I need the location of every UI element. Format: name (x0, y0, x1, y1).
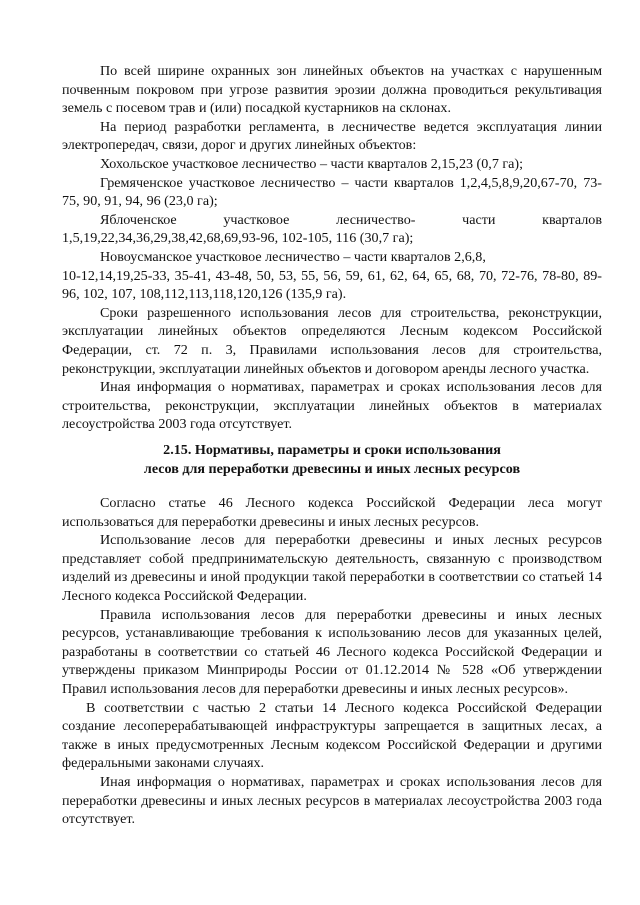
section-wood-processing (62, 494, 602, 829)
section-heading-2-15 (62, 441, 602, 478)
list-item-gremyachenskoe: Гремяченское участковое лесничество – части кварталов 1,2,4,5,8,9,20,67-70, 73-75, 90, 91, 94, 96 (23,0 га); (62, 174, 602, 210)
paragraph-other-info-processing: Иная информация о нормативах, параметрах и сроках использования лесов для переработки древесины и иных лесных ресурсов в материалах лесоустройства 2003 года отсутствует. (62, 773, 602, 828)
paragraph-reclamation: По всей ширине охранных зон линейных объектов на участках с нарушенным почвенным покровом при угрозе развития эрозии должна проводиться рекультивация земель с посевом трав и (или) посадкой кустарников на склонах. (62, 63, 602, 117)
paragraph-other-info-linear: Иная информация о нормативах, параметрах и сроках использования лесов для строительства, реконструкции, эксплуатации линейных объектов в материалах лесоустройства 2003 года отсутствует. (62, 379, 602, 433)
list-item-novousmanskoe-quarters: 10-12,14,19,25-33, 35-41, 43-48, 50, 53, 55, 56, 59, 61, 62, 64, 65, 68, 70, 72-76, 78-80, 89-96, 102, 107, 108,112,113,118,120,126 (135,9 га). (62, 267, 602, 303)
paragraph-article-46: Согласно статье 46 Лесного кодекса Российской Федерации леса могут использоваться для переработки древесины и иных лесных ресурсов. (62, 495, 602, 530)
paragraph-infrastructure-ban: В соответствии с частью 2 статьи 14 Лесного кодекса Российской Федерации создание лесоперерабатывающей инфраструктуры запрещается в защитных лесах, а также в иных предусмотренных Лесным кодексом Российской Федерации и другими федеральными законами случаях. (62, 699, 602, 772)
paragraph-entrepreneurial-activity: Использование лесов для переработки древесины и иных лесных ресурсов представляет собой предпринимательскую деятельность, связанную с производством изделий из древесины и иной продукции такой переработки в соответствии со статьей 14 Лесного кодекса Российской Федерации. (62, 532, 602, 604)
list-item-novousmanskoe: Новоусманское участковое лесничество – части кварталов 2,6,8, (100, 248, 486, 265)
paragraph-regulation-period: На период разработки регламента, в лесничестве ведется эксплуатация линии электропередач, связи, дорог и других линейных объектов: (62, 118, 602, 154)
list-item-yablochenskoe-header: Яблоченское участковое лесничество- части кварталов (100, 211, 602, 228)
paragraph-rules-order-528: Правила использования лесов для переработки древесины и иных лесных ресурсов, устанавливающие требования к использованию лесов для указанных целей, разработаны в соответствии со статьей 46 Лесного кодекса Российской Федерации и утверждены приказом Минприроды России от 01.12.2014 № 528 «Об утверждении Правил использования лесов для переработки древесины и иных лесных ресурсов». (62, 606, 602, 697)
paragraph-usage-terms: Сроки разрешенного использования лесов для строительства, реконструкции, эксплуатации линейных объектов определяются Лесным кодексом Российской Федерации, ст. 72 п. 3, Правилами использования лесов для строительства, реконструкции, эксплуатации линейных объектов и договором аренды лесного участка. (62, 304, 602, 377)
list-item-yablochenskoe-quarters: 1,5,19,22,34,36,29,38,42,68,69,93-96, 102-105, 116 (30,7 га); (62, 230, 414, 247)
list-item-khokholskoe: Хохольское участковое лесничество – части кварталов 2,15,23 (0,7 га); (100, 155, 524, 172)
heading-line-1: 2.15. Нормативы, параметры и сроки использования (163, 442, 501, 458)
heading-line-2: лесов для переработки древесины и иных лесных ресурсов (143, 460, 521, 477)
section-linear-objects (62, 62, 602, 434)
